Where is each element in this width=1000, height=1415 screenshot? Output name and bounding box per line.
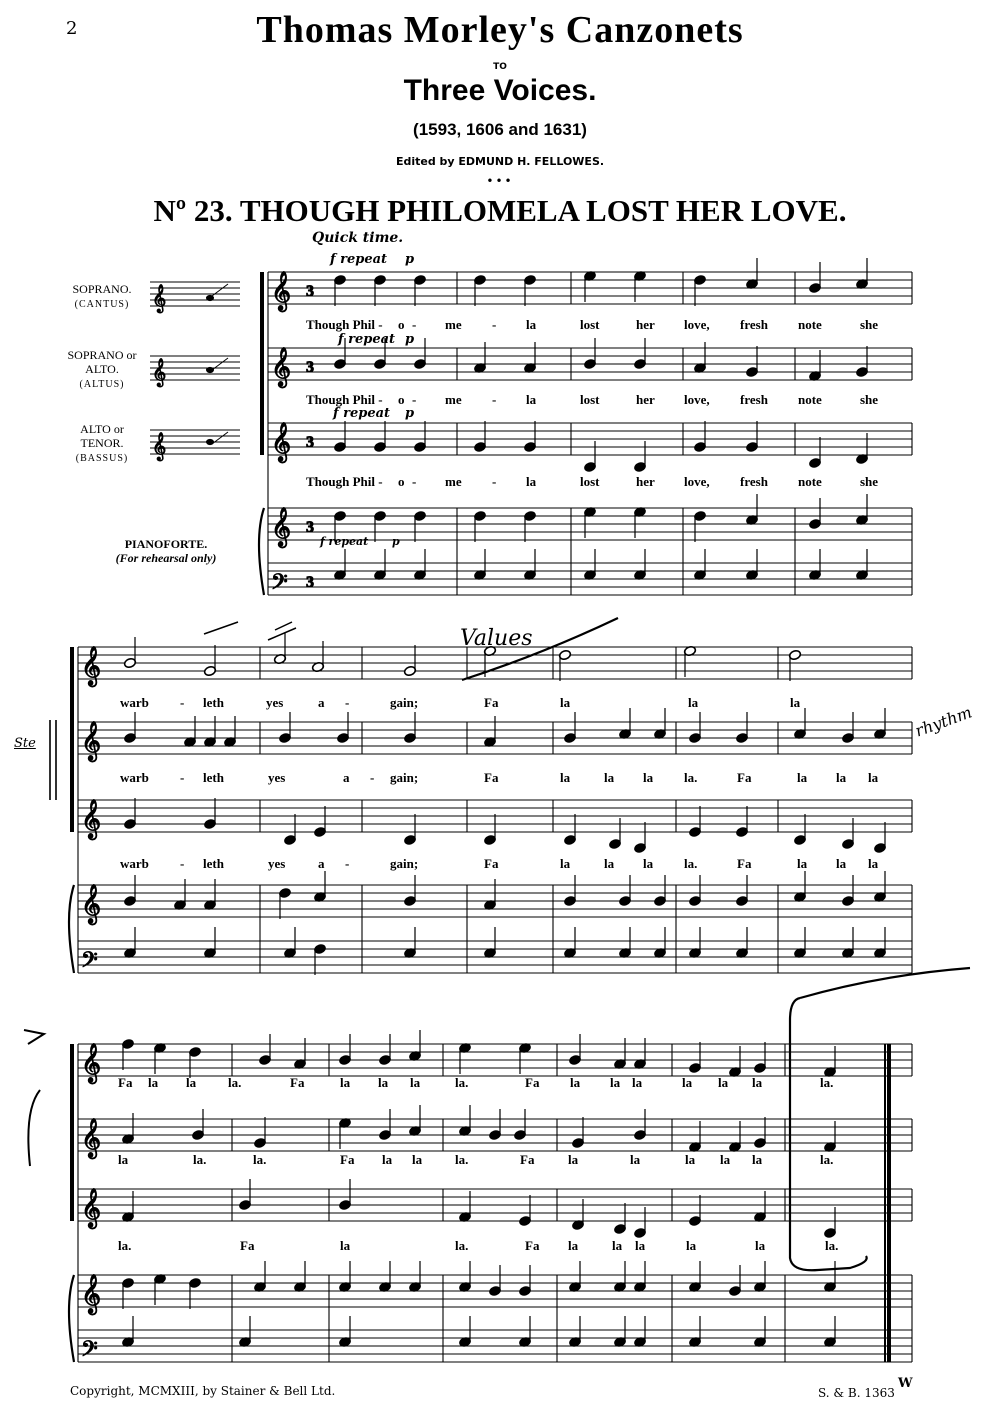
lyric-syllable: la <box>836 856 847 871</box>
lyric-syllable: Though Phil - <box>306 317 383 332</box>
lyric-syllable: - <box>345 856 350 871</box>
lyric-syllable: fresh <box>740 392 768 407</box>
voice-part: (ALTUS) <box>79 379 125 390</box>
lyric-syllable: - <box>370 770 375 785</box>
lyric-syllable: Fa <box>340 1152 355 1167</box>
bass-clef-icon: 𝄢 <box>81 948 98 977</box>
lyric-syllable: la <box>604 770 615 785</box>
treble-clef-icon: 𝄞 <box>152 434 167 460</box>
lyric-syllable: la <box>148 1075 159 1090</box>
lyric-syllable: la <box>568 1152 579 1167</box>
lyric-syllable: Fa <box>240 1238 255 1253</box>
treble-clef-icon: 𝄞 <box>81 1190 102 1227</box>
footer-mark: W <box>898 1376 913 1391</box>
lyric-syllable: la <box>610 1075 621 1090</box>
lyric-syllable: warb <box>120 695 149 710</box>
lyric-syllable: her <box>636 392 655 407</box>
lyric-syllable: a <box>318 695 325 710</box>
lyric-syllable: la <box>682 1075 693 1090</box>
treble-clef-icon: 𝄞 <box>81 648 102 685</box>
lyric-syllable: la <box>755 1238 766 1253</box>
lyric-syllable: yes <box>268 770 286 785</box>
lyric-syllable: la <box>632 1075 643 1090</box>
lyric-syllable: Fa <box>290 1075 305 1090</box>
lyric-syllable: la <box>790 695 801 710</box>
pencil-tick <box>268 628 296 640</box>
lyric-syllable: a <box>343 770 350 785</box>
lyric-syllable: la <box>526 392 537 407</box>
lyric-syllable: la. <box>820 1075 834 1090</box>
lyric-syllable: la <box>570 1075 581 1090</box>
lyric-syllable: - <box>345 695 350 710</box>
tempo-marking: Quick time. <box>312 230 404 246</box>
lyric-syllable: - <box>412 392 417 407</box>
lyric-syllable: la <box>686 1238 697 1253</box>
lyric-syllable: la <box>560 695 571 710</box>
lyric-syllable: Though Phil - <box>306 392 383 407</box>
lyric-syllable: la <box>526 317 537 332</box>
lyric-syllable: la <box>797 856 808 871</box>
page-title: Thomas Morley's Canzonets <box>256 9 744 51</box>
annotation-rhythm: rhythm <box>912 702 975 741</box>
bass-clef-icon: 𝄢 <box>271 570 288 599</box>
lyric-syllable: me <box>445 474 462 489</box>
dynamic-forte-repeat: f repeat <box>333 406 391 421</box>
lyric-syllable: - <box>180 770 185 785</box>
voice-name: SOPRANO or ALTO. <box>67 348 137 376</box>
lyric-syllable: warb <box>120 770 149 785</box>
treble-clef-icon: 𝄞 <box>81 1045 102 1082</box>
lyric-syllable: la <box>630 1152 641 1167</box>
lyric-syllable: la <box>560 770 571 785</box>
lyric-syllable: la. <box>193 1152 207 1167</box>
lyric-syllable: me <box>445 317 462 332</box>
lyric-syllable: a <box>318 856 325 871</box>
plate-number: S. & B. 1363 <box>818 1386 895 1400</box>
lyric-syllable: la <box>868 770 879 785</box>
title-connector: TO <box>493 62 507 72</box>
annotation-values: Values <box>460 626 533 651</box>
lyric-syllable: la <box>382 1152 393 1167</box>
treble-clef-icon: 𝄞 <box>81 886 102 923</box>
lyric-syllable: - <box>180 695 185 710</box>
lyric-syllable: her <box>636 474 655 489</box>
lyric-syllable: la. <box>455 1075 469 1090</box>
lyric-syllable: gain; <box>390 695 419 710</box>
lyric-syllable: la <box>186 1075 197 1090</box>
dynamic-forte-repeat: f repeat <box>320 535 369 548</box>
margin-arrow <box>24 1030 44 1044</box>
treble-clef-icon: 𝄞 <box>152 360 167 386</box>
pencil-tick <box>275 622 292 630</box>
lyric-syllable: yes <box>268 856 286 871</box>
treble-clef-icon: 𝄞 <box>81 801 102 838</box>
lyric-syllable: love, <box>684 392 710 407</box>
page-number: 2 <box>66 18 78 39</box>
piano-brace <box>69 1275 74 1362</box>
lyric-syllable: note <box>798 474 822 489</box>
lyric-syllable: la <box>797 770 808 785</box>
treble-clef-icon: 𝄞 <box>271 424 292 461</box>
lyric-syllable: - <box>180 856 185 871</box>
voice-part: (BASSUS) <box>75 453 129 464</box>
piano-brace <box>259 508 264 595</box>
lyric-syllable: leth <box>203 770 224 785</box>
treble-clef-icon: 𝄞 <box>81 723 102 760</box>
lyric-syllable: Fa <box>484 856 499 871</box>
lyric-syllable: o <box>398 317 405 332</box>
time-signature: 3 <box>306 283 314 300</box>
lyric-syllable: la. <box>228 1075 242 1090</box>
lyric-syllable: la <box>868 856 879 871</box>
lyric-syllable: - <box>492 392 497 407</box>
lyric-syllable: Fa <box>737 770 752 785</box>
treble-clef-icon: 𝄞 <box>271 349 292 386</box>
lyric-syllable: gain; <box>390 856 419 871</box>
lyric-syllable: lost <box>580 392 600 407</box>
lyric-syllable: la. <box>455 1152 469 1167</box>
lyric-syllable: love, <box>684 317 710 332</box>
dynamic-piano: p <box>405 406 415 421</box>
time-signature: 3 <box>306 434 314 451</box>
lyric-syllable: la <box>118 1152 129 1167</box>
lyric-syllable: me <box>445 392 462 407</box>
lyric-syllable: Fa <box>737 856 752 871</box>
lyric-syllable: la. <box>118 1238 132 1253</box>
pencil-tick <box>204 622 238 634</box>
lyric-syllable: la <box>752 1152 763 1167</box>
lyric-syllable: la <box>635 1238 646 1253</box>
page-subtitle: Three Voices. <box>403 74 597 107</box>
lyric-syllable: Fa <box>484 770 499 785</box>
lyric-syllable: she <box>860 474 879 489</box>
lyric-syllable: she <box>860 317 879 332</box>
ornament-divider: ••• <box>486 174 514 188</box>
lyric-syllable: la. <box>253 1152 267 1167</box>
lyric-syllable: - <box>412 474 417 489</box>
lyric-syllable: Fa <box>118 1075 133 1090</box>
lyric-syllable: fresh <box>740 474 768 489</box>
voice-name: PIANOFORTE. <box>124 537 208 551</box>
voice-name: SOPRANO. <box>72 282 132 296</box>
lyric-syllable: la <box>340 1075 351 1090</box>
lyric-syllable: la <box>560 856 571 871</box>
treble-clef-icon: 𝄞 <box>81 1120 102 1157</box>
lyric-syllable: leth <box>203 856 224 871</box>
annotation-margin: Ste <box>14 736 36 751</box>
lyric-syllable: la <box>752 1075 763 1090</box>
treble-clef-icon: 𝄞 <box>271 509 292 546</box>
lyric-syllable: la <box>718 1075 729 1090</box>
lyric-syllable: Fa <box>520 1152 535 1167</box>
time-signature: 3 <box>306 574 314 591</box>
dynamic-forte-repeat: f repeat <box>338 332 396 347</box>
lyric-syllable: warb <box>120 856 149 871</box>
lyric-syllable: la. <box>684 770 698 785</box>
editor-credit: Edited by EDMUND H. FELLOWES. <box>395 155 605 168</box>
lyric-syllable: la. <box>825 1238 839 1253</box>
dynamic-forte-repeat: f repeat <box>330 252 388 267</box>
treble-clef-icon: 𝄞 <box>152 286 167 312</box>
lyric-syllable: Fa <box>525 1238 540 1253</box>
lyric-syllable: la. <box>455 1238 469 1253</box>
lyric-syllable: gain; <box>390 770 419 785</box>
piano-brace <box>69 885 74 973</box>
lyric-syllable: lost <box>580 474 600 489</box>
lyric-syllable: la <box>836 770 847 785</box>
lyric-syllable: Fa <box>484 695 499 710</box>
lyric-syllable: Fa <box>525 1075 540 1090</box>
copyright-notice: Copyright, MCMXIII, by Stainer & Bell Ltd. <box>70 1384 336 1398</box>
lyric-syllable: leth <box>203 695 224 710</box>
bass-clef-icon: 𝄢 <box>81 1337 98 1366</box>
lyric-syllable: la <box>526 474 537 489</box>
piano-note: (For rehearsal only) <box>115 551 217 565</box>
dynamic-piano: p <box>405 252 415 267</box>
treble-clef-icon: 𝄞 <box>271 273 292 310</box>
margin-bracket <box>28 1090 40 1166</box>
lyric-syllable: note <box>798 317 822 332</box>
lyric-syllable: fresh <box>740 317 768 332</box>
lyric-syllable: la <box>612 1238 623 1253</box>
lyric-syllable: la <box>410 1075 421 1090</box>
lyric-syllable: o <box>398 474 405 489</box>
voice-part: (CANTUS) <box>74 299 130 310</box>
lyric-syllable: la <box>568 1238 579 1253</box>
lyric-syllable: la <box>643 770 654 785</box>
margin-bracket <box>50 720 56 800</box>
lyric-syllable: la <box>340 1238 351 1253</box>
publication-dates: (1593, 1606 and 1631) <box>413 120 587 139</box>
lyric-syllable: she <box>860 392 879 407</box>
lyric-syllable: - <box>492 317 497 332</box>
lyric-syllable: la <box>720 1152 731 1167</box>
lyric-syllable: la <box>412 1152 423 1167</box>
lyric-syllable: la <box>688 695 699 710</box>
lyric-syllable: la <box>643 856 654 871</box>
lyric-syllable: note <box>798 392 822 407</box>
lyric-syllable: la. <box>820 1152 834 1167</box>
time-signature: 3 <box>306 359 314 376</box>
lyric-syllable: la <box>685 1152 696 1167</box>
time-signature: 3 <box>306 519 314 536</box>
dynamic-piano: p <box>392 535 400 548</box>
lyric-syllable: love, <box>684 474 710 489</box>
piece-title: Nº 23. THOUGH PHILOMELA LOST HER LOVE. <box>153 193 847 228</box>
lyric-syllable: Though Phil - <box>306 474 383 489</box>
lyric-syllable: yes <box>266 695 284 710</box>
lyric-syllable: o <box>398 392 405 407</box>
lyric-syllable: her <box>636 317 655 332</box>
lyric-syllable: - <box>492 474 497 489</box>
treble-clef-icon: 𝄞 <box>81 1276 102 1313</box>
lyric-syllable: lost <box>580 317 600 332</box>
lyric-syllable: la. <box>684 856 698 871</box>
lyric-syllable: la <box>378 1075 389 1090</box>
lyric-syllable: - <box>412 317 417 332</box>
voice-name: ALTO or TENOR. <box>80 422 124 450</box>
lyric-syllable: la <box>604 856 615 871</box>
dynamic-piano: p <box>405 332 415 347</box>
